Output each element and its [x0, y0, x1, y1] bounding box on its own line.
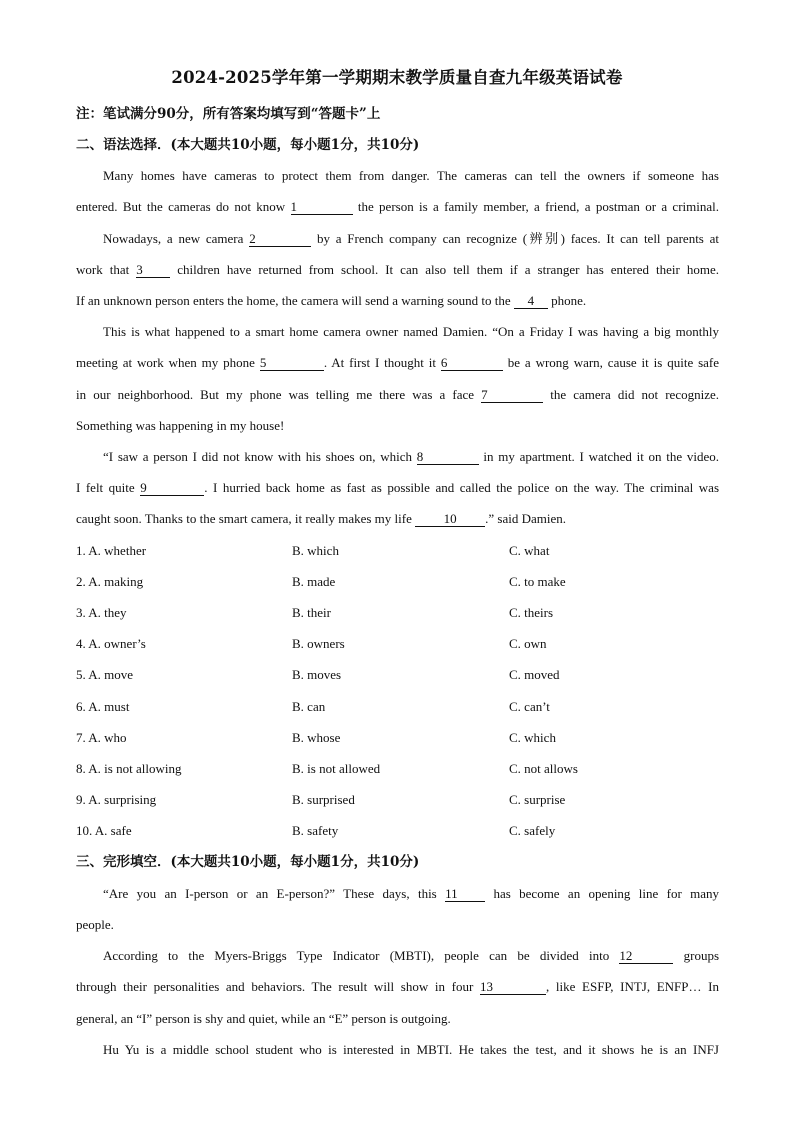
option-a: 10. A. safe	[76, 823, 132, 838]
option-b: B. can	[292, 699, 326, 714]
passage-line: through their personalities and behaviors. The result will show in four 13 , like ESFP, INTJ, ENFP… In	[76, 979, 720, 994]
option-a: 3. A. they	[76, 605, 127, 620]
option-b: B. owners	[292, 636, 345, 651]
option-c: C. safely	[509, 823, 556, 838]
option-a: 7. A. who	[76, 730, 127, 745]
passage-line: in our neighborhood. But my phone was telling me there was a face 7 the camera did not recognize.	[76, 387, 720, 402]
section-2-heading: 二、语法选择．(本大题共10小题，每小题1分，共10分)	[76, 137, 420, 153]
option-c: C. not allows	[509, 761, 578, 776]
blank-13: 13	[480, 980, 546, 995]
blank-8: 8	[417, 450, 479, 465]
option-a: 6. A. must	[76, 699, 130, 714]
passage-line: I felt quite 9 . I hurried back home as fast as possible and called the police on the way. The criminal was	[76, 480, 719, 495]
blank-1: 1	[291, 200, 353, 215]
passage-line: people.	[76, 917, 114, 932]
blank-2: 2	[249, 232, 311, 247]
blank-9: 9	[140, 481, 204, 496]
option-a: 1. A. whether	[76, 543, 147, 558]
exam-title: 2024-2025学年第一学期期末教学质量自查九年级英语试卷	[171, 68, 623, 87]
option-c: C. theirs	[509, 605, 554, 620]
option-a: 8. A. is not allowing	[76, 761, 182, 776]
passage-line: Something was happening in my house!	[76, 418, 285, 433]
passage-line: Many homes have cameras to protect them from danger. The cameras can tell the owners if someone has	[103, 168, 719, 183]
blank-7: 7	[481, 388, 543, 403]
passage-line: According to the Myers-Briggs Type Indicator (MBTI), people can be divided into 12 groups	[103, 948, 719, 963]
option-b: B. safety	[292, 823, 339, 838]
option-c: C. moved	[509, 667, 560, 682]
option-a: 5. A. move	[76, 667, 134, 682]
passage-line: general, an “I” person is shy and quiet, while an “E” person is outgoing.	[76, 1011, 451, 1026]
passage-line: work that 3 children have returned from school. It can also tell them if a stranger has entered their home.	[76, 262, 720, 277]
passage-line: Hu Yu is a middle school student who is interested in MBTI. He takes the test, and it shows he is an INFJ	[103, 1042, 719, 1057]
option-b: B. which	[292, 543, 339, 558]
passage-line: If an unknown person enters the home, the camera will send a warning sound to the 4 phone.	[76, 293, 587, 308]
blank-6: 6	[441, 356, 503, 371]
passage-line: Nowadays, a new camera 2 by a French company can recognize (辨别) faces. It can tell parents at	[103, 231, 720, 246]
section-3-heading: 三、完形填空．(本大题共10小题，每小题1分，共10分)	[76, 854, 420, 870]
blank-4: 4	[514, 294, 548, 309]
option-a: 4. A. owner’s	[76, 636, 146, 651]
option-c: C. to make	[509, 574, 566, 589]
option-b: B. surprised	[292, 792, 355, 807]
blank-5: 5	[260, 356, 324, 371]
option-a: 9. A. surprising	[76, 792, 157, 807]
option-c: C. surprise	[509, 792, 566, 807]
option-b: B. made	[292, 574, 336, 589]
exam-note: 注：笔试满分90分，所有答案均填写到“答题卡”上	[76, 106, 381, 122]
option-a: 2. A. making	[76, 574, 144, 589]
blank-3: 3	[136, 263, 170, 278]
passage-line: “I saw a person I did not know with his shoes on, which 8 in my apartment. I watched it on the video.	[103, 449, 719, 464]
blank-10: 10	[415, 512, 485, 527]
blank-11: 11	[445, 887, 485, 902]
passage-line: meeting at work when my phone 5 . At first I thought it 6 be a wrong warn, cause it is quite safe	[76, 355, 720, 370]
option-c: C. what	[509, 543, 550, 558]
blank-12: 12	[619, 949, 673, 964]
passage-line: “Are you an I-person or an E-person?” These days, this 11 has become an opening line for many	[103, 886, 720, 901]
option-b: B. is not allowed	[292, 761, 381, 776]
option-c: C. own	[509, 636, 547, 651]
option-b: B. moves	[292, 667, 342, 682]
passage-line: This is what happened to a smart home camera owner named Damien. “On a Friday I was having a big monthly	[103, 324, 719, 339]
passage-line: caught soon. Thanks to the smart camera, it really makes my life 10 .” said Damien.	[76, 511, 566, 526]
option-b: B. their	[292, 605, 331, 620]
option-b: B. whose	[292, 730, 341, 745]
option-c: C. can’t	[509, 699, 550, 714]
option-c: C. which	[509, 730, 556, 745]
passage-line: entered. But the cameras do not know 1 the person is a family member, a friend, a postman or a criminal.	[76, 199, 720, 214]
